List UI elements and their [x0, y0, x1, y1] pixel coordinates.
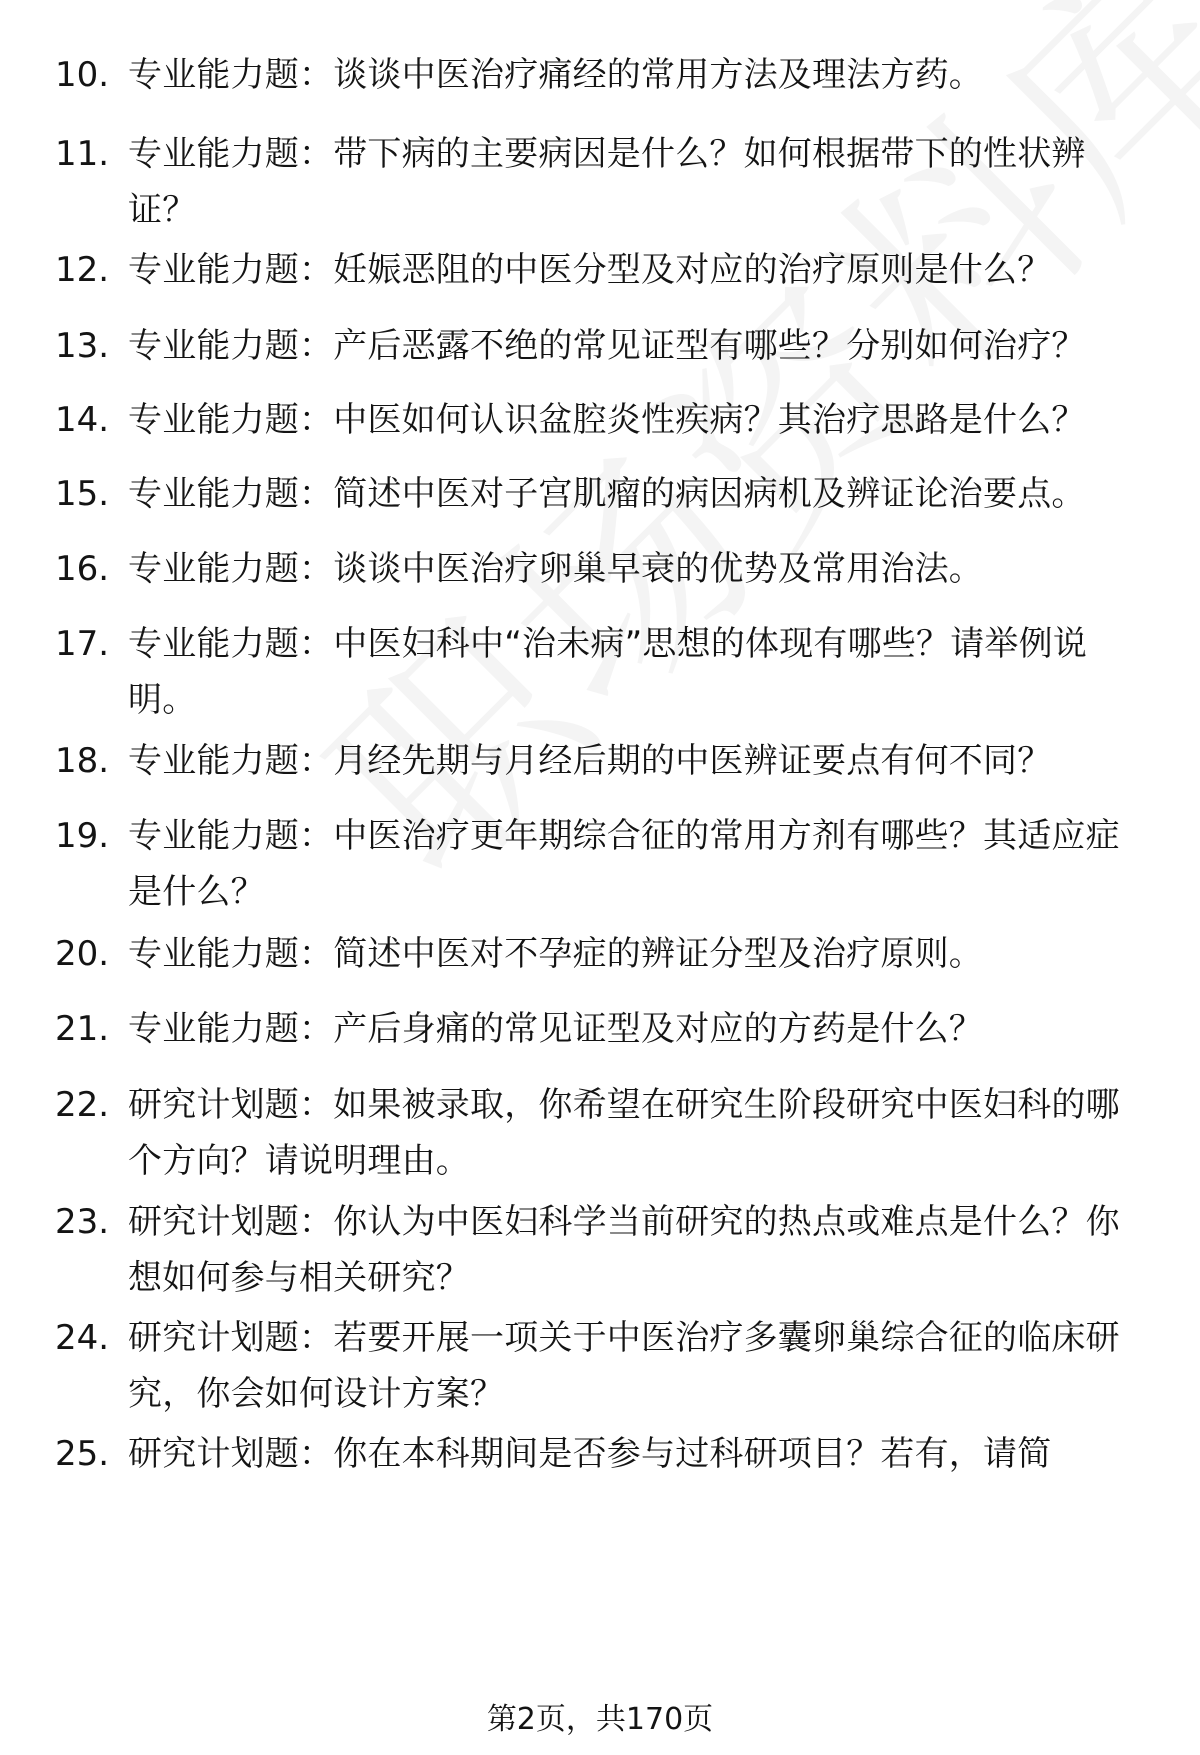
question-number: 18. [55, 741, 110, 781]
question-number: 22. [55, 1085, 110, 1125]
question-text: 专业能力题：谈谈中医治疗卵巢早衰的优势及常用治法。 [128, 549, 983, 589]
question-text: 专业能力题：妊娠恶阻的中医分型及对应的治疗原则是什么？ [128, 250, 1052, 290]
question-text: 专业能力题：产后恶露不绝的常见证型有哪些？分别如何治疗？ [128, 326, 1086, 366]
question-number: 23. [55, 1202, 110, 1242]
question-number: 14. [55, 400, 110, 440]
question-number: 15. [55, 474, 110, 514]
question-number: 10. [55, 55, 110, 95]
page-footer: 第2页，共170页 [486, 1702, 714, 1737]
question-text: 研究计划题：你在本科期间是否参与过科研项目？若有，请简 [128, 1434, 1052, 1474]
question-number: 21. [55, 1009, 110, 1049]
question-number: 11. [55, 134, 110, 174]
question-number: 25. [55, 1434, 110, 1474]
question-number: 20. [55, 934, 110, 974]
question-text: 研究计划题：若要开展一项关于中医治疗多囊卵巢综合征的临床研究，你会如何设计方案？ [128, 1318, 1120, 1414]
question-text: 专业能力题：产后身痛的常见证型及对应的方药是什么？ [128, 1009, 983, 1049]
question-text: 专业能力题：简述中医对不孕症的辨证分型及治疗原则。 [128, 934, 983, 974]
question-number: 16. [55, 549, 110, 589]
question-text: 专业能力题：带下病的主要病因是什么？如何根据带下的性状辨证？ [128, 134, 1086, 230]
question-number: 24. [55, 1318, 110, 1358]
question-text: 研究计划题：如果被录取，你希望在研究生阶段研究中医妇科的哪个方向？请说明理由。 [128, 1085, 1120, 1181]
question-text: 专业能力题：中医如何认识盆腔炎性疾病？其治疗思路是什么？ [128, 400, 1086, 440]
question-text: 专业能力题：中医妇科中“治未病”思想的体现有哪些？请举例说明。 [128, 624, 1088, 720]
question-text: 专业能力题：简述中医对子宫肌瘤的病因病机及辨证论治要点。 [128, 474, 1086, 514]
question-text: 研究计划题：你认为中医妇科学当前研究的热点或难点是什么？你想如何参与相关研究？ [128, 1202, 1120, 1298]
question-number: 19. [55, 816, 110, 856]
question-number: 12. [55, 250, 110, 290]
question-text: 专业能力题：月经先期与月经后期的中医辨证要点有何不同？ [128, 741, 1052, 781]
question-number: 17. [55, 624, 110, 664]
question-text: 专业能力题：谈谈中医治疗痛经的常用方法及理法方药。 [128, 55, 983, 95]
question-number: 13. [55, 326, 110, 366]
question-text: 专业能力题：中医治疗更年期综合征的常用方剂有哪些？其适应症是什么？ [128, 816, 1120, 912]
